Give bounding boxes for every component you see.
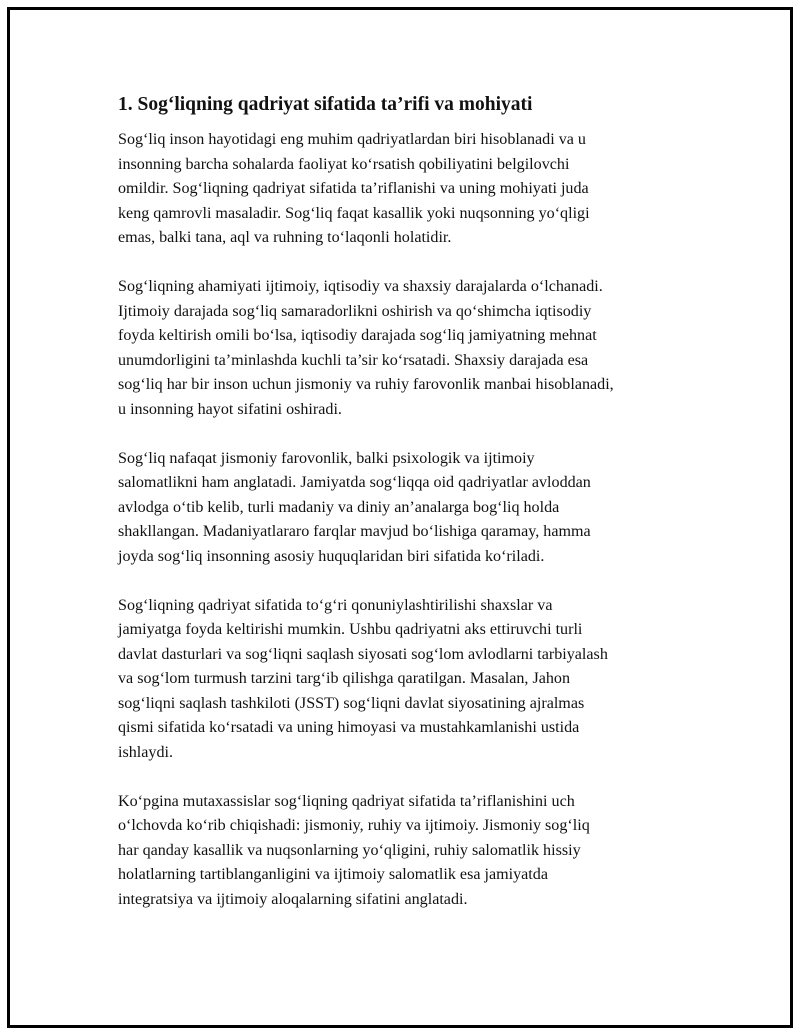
- text-line: salomatlikni ham anglatadi. Jamiyatda sog‘liqqa oid qadriyatlar avloddan: [118, 474, 591, 491]
- text-line: insonning barcha sohalarda faoliyat ko‘rsatish qobiliyatini belgilovchi: [118, 155, 570, 173]
- text-line: foyda keltirish omili bo‘lsa, iqtisodiy darajada sog‘liq jamiyatning mehnat: [118, 327, 597, 344]
- text-line: Sog‘liq nafaqat jismoniy farovonlik, balki psixologik va ijtimoiy: [118, 449, 535, 467]
- text-line: omildir. Sog‘liqning qadriyat sifatida ta’riflanishi va uning mohiyati juda: [118, 180, 589, 197]
- text-line: sog‘liqni saqlash tashkiloti (JSST) sog‘liqni davlat siyosatining ajralmas: [118, 694, 585, 712]
- text-line: keng qamrovli masaladir. Sog‘liq faqat kasallik yoki nuqsonning yo‘qligi: [118, 204, 590, 222]
- text-line: Sog‘liqning ahamiyati ijtimoiy, iqtisodiy va shaxsiy darajalarda o‘lchanadi.: [118, 278, 603, 295]
- paragraph-4: [118, 594, 690, 766]
- text-line: shakllangan. Madaniyatlararo farqlar mavjud bo‘lishiga qaramay, hamma: [118, 523, 591, 540]
- paragraph-2: [118, 275, 690, 422]
- text-line: u insonning hayot sifatini oshiradi.: [118, 400, 342, 418]
- text-line: har qanday kasallik va nuqsonlarning yo‘qligini, ruhiy salomatlik hissiy: [118, 841, 581, 859]
- text-line: Ko‘pgina mutaxassislar sog‘liqning qadriyat sifatida ta’riflanishini uch: [118, 792, 575, 810]
- text-line: Sog‘liq inson hayotidagi eng muhim qadriyatlardan biri hisoblanadi va u: [118, 131, 586, 148]
- text-line: qismi sifatida ko‘rsatadi va uning himoyasi va mustahkamlanishi ustida: [118, 719, 580, 736]
- text-line: unumdorligini ta’minlashda kuchli ta’sir ko‘rsatadi. Shaxsiy darajada esa: [118, 351, 589, 369]
- text-line: sog‘liq har bir inson uchun jismoniy va ruhiy farovonlik manbai hisoblanadi,: [118, 376, 614, 393]
- text-line: ishlaydi.: [118, 743, 173, 761]
- text-line: Sog‘liqning qadriyat sifatida to‘g‘ri qonuniylashtirilishi shaxslar va: [118, 596, 553, 614]
- text-line: Ijtimoiy darajada sog‘liq samaradorlikni oshirish va qo‘shimcha iqtisodiy: [118, 302, 592, 320]
- paragraph-5: [118, 790, 690, 913]
- text-line: avlodga o‘tib kelib, turli madaniy va diniy an’analarga bog‘liq holda: [118, 498, 560, 516]
- text-line: integratsiya va ijtimoiy aloqalarning sifatini anglatadi.: [118, 890, 468, 908]
- text-line: emas, balki tana, aql va ruhning to‘laqonli holatidir.: [118, 229, 452, 246]
- paragraph-3: [118, 447, 690, 570]
- paragraph-1: [118, 128, 690, 251]
- document-body: [118, 92, 690, 937]
- text-line: jamiyatga foyda keltirishi mumkin. Ushbu qadriyatni aks ettiruvchi turli: [118, 621, 583, 638]
- section-heading: 1. Sog‘liqning qadriyat sifatida ta’rifi va mohiyati: [118, 94, 533, 115]
- text-line: davlat dasturlari va sog‘liqni saqlash siyosati sog‘lom avlodlarni tarbiyalash: [118, 645, 608, 663]
- text-line: va sog‘lom turmush tarzini targ‘ib qilishga qaratilgan. Masalan, Jahon: [118, 670, 571, 687]
- text-line: joyda sog‘liq insonning asosiy huquqlaridan biri sifatida ko‘riladi.: [118, 547, 545, 565]
- text-line: holatlarning tartiblanganligini va ijtimoiy salomatlik esa jamiyatda: [118, 866, 548, 883]
- text-line: o‘lchovda ko‘rib chiqishadi: jismoniy, ruhiy va ijtimoiy. Jismoniy sog‘liq: [118, 817, 590, 834]
